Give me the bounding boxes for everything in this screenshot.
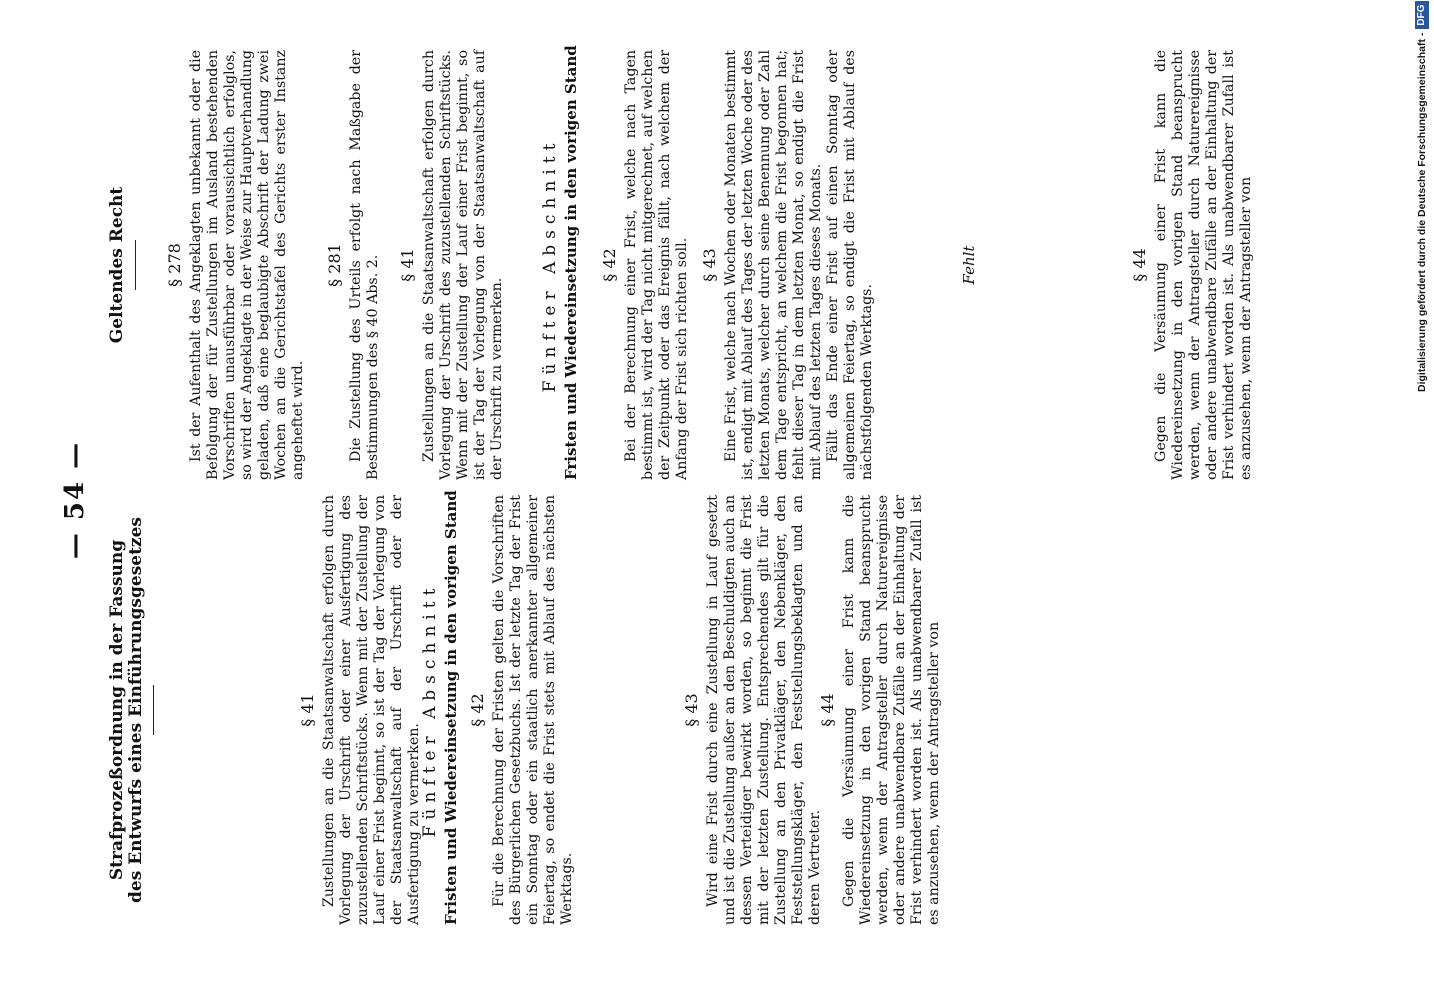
section-title: § 44 (1130, 248, 1149, 282)
left-heading-line1: Strafprozeßordnung in der Fassung (107, 539, 127, 881)
section-title: § 41 (398, 248, 417, 282)
section-text-2: Fällt das Ende einer Frist auf einen Sonntag oder allgemeinen Feiertag, so endigt die Frist mit Ablauf des nächstfolgenden Werktags. (825, 50, 875, 480)
left-section-42 (468, 495, 576, 925)
section-text: Ist der Aufenthalt des Angeklagten unbekannt oder die Befolgung der für Zustellungen im Ausland bestehenden Vorschriften unausführbar oder voraussichtlich erfolglos, so wird der Angeklagte in der Weise zur Hauptverhandlung geladen, daß eine beglaubigte Abschrift der Ladung zwei Wochen an die Gerichtstafel des Gerichts erster Instanz angeheftet wird. (188, 50, 306, 480)
section-title: § 43 (682, 693, 701, 727)
right-section-41 (398, 50, 506, 480)
left-section-41 (298, 495, 423, 925)
right-section-42 (600, 50, 691, 480)
right-section-43 (700, 50, 876, 480)
left-column-heading (108, 495, 154, 925)
section-text: Wird eine Frist durch eine Zustellung in Lauf gesetzt und ist die Zustellung außer an den Beschuldigten auch an dessen Verteidiger bewirkt worden, so beginnt die Frist mit der letzten Zustellung. Entsprechendes gilt für die Zustellung an den Privatkläger, den Nebenkläger, den Feststellungskläger, den Feststellungsbeklagten und an deren Vertreter. (705, 495, 823, 925)
right-section-278 (165, 50, 307, 480)
section-title: § 42 (468, 693, 487, 727)
section-title: § 281 (325, 243, 344, 287)
abschnitt-title: Fünfter Abschnitt (540, 137, 560, 393)
section-title: § 41 (298, 693, 317, 727)
dfg-watermark (1412, 4, 1432, 392)
page-number: — 54 — (60, 440, 90, 560)
section-text: Eine Frist, welche nach Wochen oder Monaten bestimmt ist, endigt mit Ablauf des Tages der letzten Woche oder des letzten Monats, welcher durch seine Benennung oder Zahl dem Tage entspricht, an welchem die Frist begonnen hat; fehlt dieser Tag in dem letzten Monat, so endigt die Frist mit Ablauf des letzten Tages dieses Monats. (723, 50, 824, 480)
abschnitt-subtitle: Fristen und Wiedereinsetzung in den vorigen Stand (562, 45, 580, 480)
section-text: Für die Berechnung der Fristen gelten die Vorschriften des Bürgerlichen Gesetzbuchs. Ist der letzte Tag der Frist ein Sonntag oder ein staatlich anerkannter allgemeiner Feiertag, so endet die Frist stets mit Ablauf des nächsten Werktags. (491, 495, 575, 925)
section-text: Zustellungen an die Staatsanwaltschaft erfolgen durch Vorlegung der Urschrift oder einer Ausfertigung des zuzustellenden Schriftstücks. Wenn mit der Zustellung der Lauf einer Frist beginnt, so ist der Tag der Vorlegung von der Staatsanwaltschaft auf der Urschrift oder der Ausfertigung zu vermerken. (321, 495, 422, 925)
section-text: Die Zustellung des Urteils erfolgt nach Maßgabe der Bestimmungen des § 40 Abs. 2. (348, 50, 381, 480)
abschnitt-subtitle: Fristen und Wiedereinsetzung in den vorigen Stand (442, 490, 460, 925)
left-abschnitt (420, 490, 460, 925)
left-heading-line2: des Entwurfs eines Einführungsgesetzes (125, 517, 146, 903)
fehlt-note: Fehlt (960, 245, 978, 285)
section-text: Zustellungen an die Staatsanwaltschaft erfolgen durch Vorlegung der Urschrift des zuzustellenden Schriftstücks. Wenn mit der Zustellung der Lauf einer Frist beginnt, so ist der Tag der Vorlegung von der Staatsanwaltschaft auf der Urschrift zu vermerken. (421, 50, 505, 480)
section-text: Bei der Berechnung einer Frist, welche nach Tagen bestimmt ist, wird der Tag nicht mitgerechnet, auf welchen der Zeitpunkt oder das Ereignis fällt, nach welchem der Anfang der Frist sich richten soll. (623, 50, 690, 480)
abschnitt-title: Fünfter Abschnitt (420, 582, 440, 838)
section-title: § 42 (600, 248, 619, 282)
section-title: § 278 (165, 243, 184, 287)
watermark-text: Digitalisierung gefördert durch die Deutsche Forschungsgemeinschaft - (1416, 32, 1428, 392)
left-section-43 (682, 495, 824, 925)
dfg-logo-icon: DFG (1415, 2, 1429, 29)
right-abschnitt (540, 45, 580, 480)
section-text: Gegen die Versäumung einer Frist kann die Wiedereinsetzung in den vorigen Stand beansprucht werden, wenn der Antragsteller durch Naturereignisse oder andere unabwendbare Zufälle an der Einhaltung der Frist verhindert worden ist. Als unabwendbarer Zufall ist es anzusehen, wenn der Antragsteller von (1153, 50, 1254, 480)
section-title: § 43 (700, 248, 719, 282)
section-text: Gegen die Versäumung einer Frist kann die Wiedereinsetzung in den vorigen Stand beansprucht werden, wenn der Antragsteller durch Naturereignisse oder andere unabwendbare Zufälle an der Einhaltung der Frist verhindert worden ist. Als unabwendbarer Zufall ist es anzusehen, wenn der Antragsteller von (841, 495, 942, 925)
section-title: § 44 (818, 693, 837, 727)
right-section-44 (1130, 50, 1255, 480)
heading-rule (153, 685, 154, 735)
right-column-heading (108, 50, 136, 480)
heading-rule (135, 240, 136, 290)
left-section-44 (818, 495, 943, 925)
right-section-281 (325, 50, 382, 480)
right-heading: Geltendes Recht (107, 186, 127, 344)
